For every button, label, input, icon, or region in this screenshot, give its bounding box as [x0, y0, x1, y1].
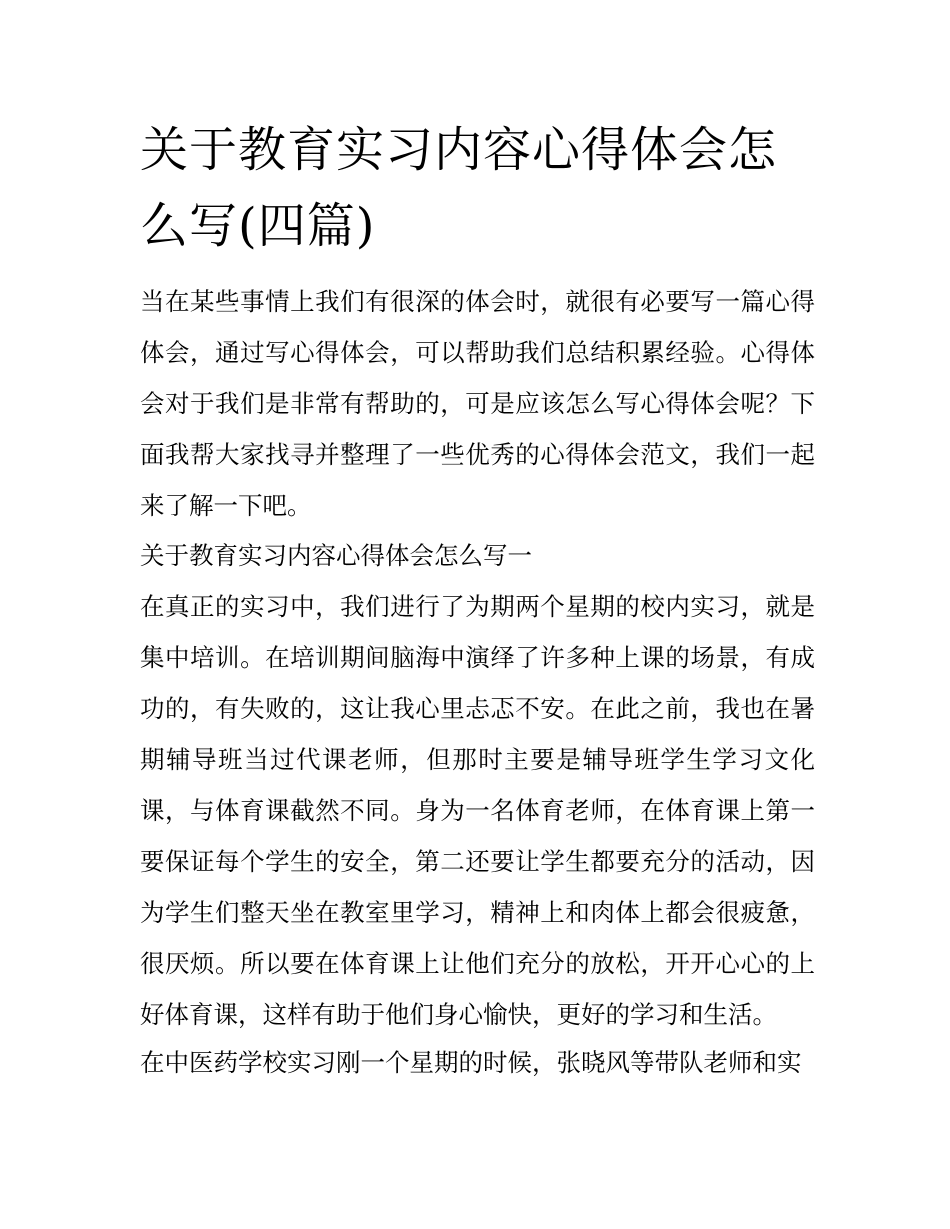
section-heading: 关于教育实习内容心得体会怎么写一 [140, 541, 532, 570]
body-paragraph: 在中医药学校实习刚一个星期的时候，张晓风等带队老师和实 [140, 1048, 802, 1077]
intro-paragraph: 当在某些事情上我们有很深的体会时，就很有必要写一篇心得体会，通过写心得体会，可以帮助我们总结积累经验。心得体会对于我们是非常有帮助的，可是应该怎么写心得体会呢？下面我帮大家找寻并整理了一些优秀的心得体会范文，我们一起来了解一下吧。 [140, 287, 815, 520]
body-paragraph: 在真正的实习中，我们进行了为期两个星期的校内实习，就是集中培训。在培训期间脑海中演绎了许多种上课的场景，有成功的，有失败的，这让我心里忐忑不安。在此之前，我也在暑期辅导班当过代课老师，但那时主要是辅导班学生学习文化课，与体育课截然不同。身为一名体育老师，在体育课上第一要保证每个学生的安全，第二还要让学生都要充分的活动，因为学生们整天坐在教室里学习，精神上和肉体上都会很疲惫，很厌烦。所以要在体育课上让他们充分的放松，开开心心的上好体育课，这样有助于他们身心愉快，更好的学习和生活。 [140, 592, 815, 1029]
document-title: 关于教育实习内容心得体会怎么写(四篇) [140, 122, 778, 254]
